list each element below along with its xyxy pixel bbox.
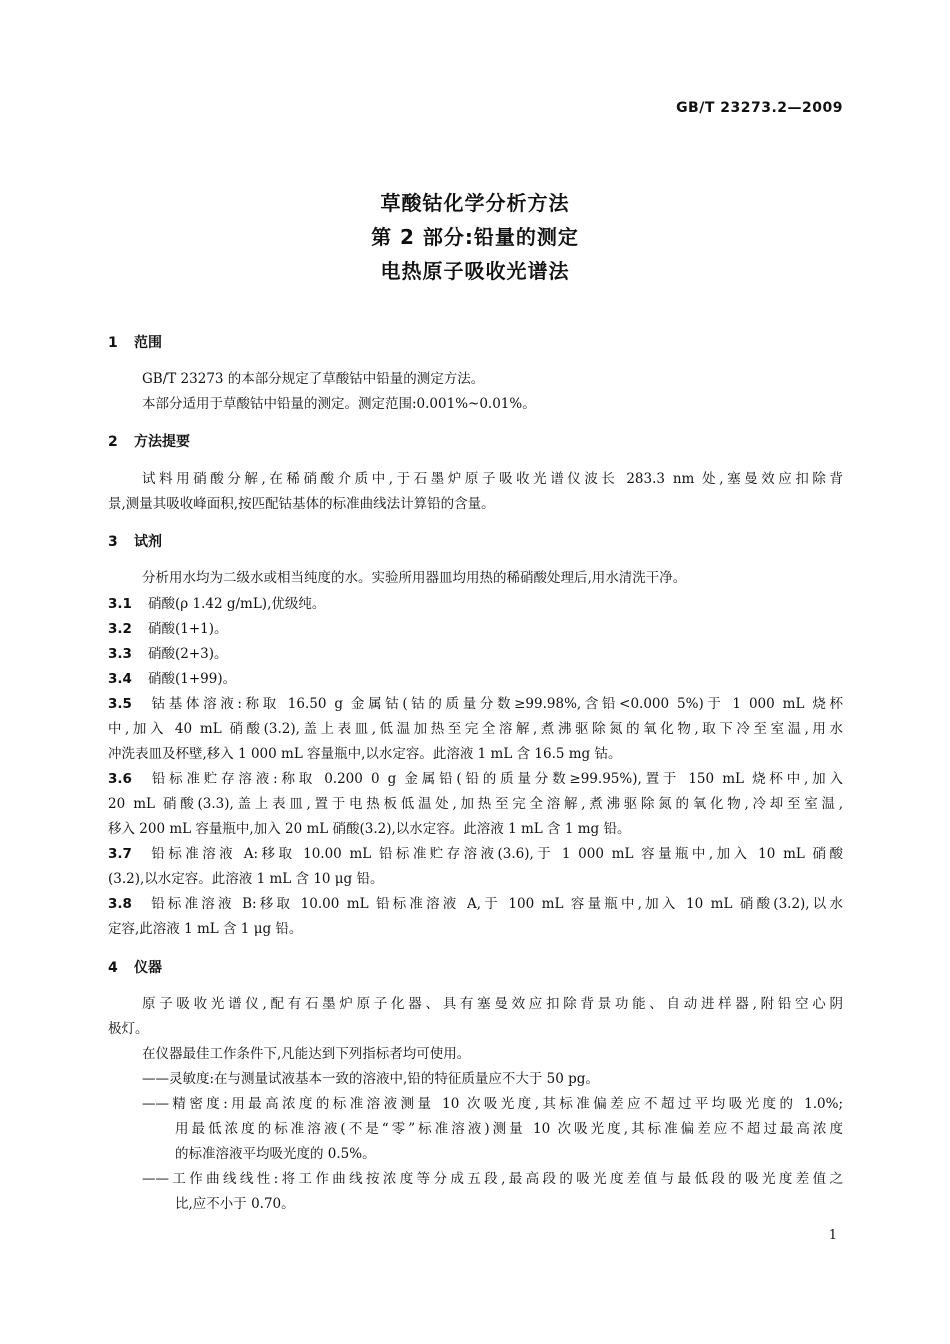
list-item-continuation: 的标准溶液平均吸光度的 0.5%。 — [175, 1146, 376, 1162]
document-title-line1: 草酸钴化学分析方法 — [380, 191, 570, 215]
document-title-line3: 电热原子吸收光谱法 — [380, 259, 570, 283]
paragraph-line: 原子吸收光谱仪,配有石墨炉原子化器、具有塞曼效应扣除背景功能、自动进样器,附铅空心阴 — [142, 996, 843, 1012]
clause-text: 硝酸(1+99)。 — [148, 671, 237, 687]
clause-text: 硝酸(1+1)。 — [148, 621, 228, 637]
clause-text: 硝酸(2+3)。 — [148, 646, 228, 662]
paragraph-line: 中,加入 40 mL 硝酸(3.2),盖上表皿,低温加热至完全溶解,煮沸驱除氮的氧化物,取下冷至室温,用水 — [108, 721, 843, 737]
clause-3-3 — [108, 644, 228, 664]
clause-number: 3.1 — [108, 596, 132, 612]
clause-3-2 — [108, 619, 228, 639]
section-number: 3 — [108, 534, 118, 550]
clause-3-5 — [108, 694, 843, 714]
paragraph: GB/T 23273 的本部分规定了草酸钴中铅量的测定方法。 — [142, 371, 485, 387]
page-number: 1 — [828, 1228, 837, 1243]
section-number: 1 — [108, 335, 118, 351]
list-item: ——工作曲线线性:将工作曲线按浓度等分成五段,最高段的吸光度差值与最低段的吸光度差值之 — [142, 1171, 843, 1187]
clause-text: 铅标准贮存溶液:称取 0.200 0 g 金属铅(铅的质量分数≥99.95%),置于 150 mL 烧杯中,加入 — [148, 771, 843, 787]
clause-number: 3.4 — [108, 671, 132, 687]
standard-code: GB/T 23273.2—2009 — [676, 100, 843, 116]
paragraph: 分析用水均为二级水或相当纯度的水。实验所用器皿均用热的稀硝酸处理后,用水清洗干净。 — [142, 570, 687, 586]
clause-number: 3.8 — [108, 896, 132, 912]
paragraph-line: 景,测量其吸收峰面积,按匹配钴基体的标准曲线法计算铅的含量。 — [108, 496, 495, 512]
clause-number: 3.2 — [108, 621, 132, 637]
section-2-heading — [108, 431, 190, 451]
paragraph-line: 移入 200 mL 容量瓶中,加入 20 mL 硝酸(3.2),以水定容。此溶液 1 mL 含 1 mg 铅。 — [108, 821, 631, 837]
clause-number: 3.3 — [108, 646, 132, 662]
paragraph-line: 极灯。 — [108, 1021, 149, 1037]
list-item-continuation: 比,应不小于 0.70。 — [175, 1196, 295, 1212]
section-4-heading — [108, 957, 162, 977]
list-item: ——灵敏度:在与测量试液基本一致的溶液中,铅的特征质量应不大于 50 pg。 — [142, 1071, 599, 1087]
section-number: 2 — [108, 434, 118, 450]
clause-number: 3.5 — [108, 696, 132, 712]
paragraph-line: 20 mL 硝酸(3.3),盖上表皿,置于电热板低温处,加热至完全溶解,煮沸驱除氮的氧化物,冷却至室温, — [108, 796, 843, 812]
clause-3-7 — [108, 844, 843, 864]
clause-3-8 — [108, 894, 843, 914]
paragraph-line: (3.2),以水定容。此溶液 1 mL 含 10 μg 铅。 — [108, 871, 384, 887]
clause-number: 3.6 — [108, 771, 132, 787]
clause-3-6 — [108, 769, 843, 789]
paragraph: 本部分适用于草酸钴中铅量的测定。测定范围:0.001%~0.01%。 — [142, 396, 536, 412]
section-title: 范围 — [134, 335, 162, 351]
clause-number: 3.7 — [108, 846, 132, 862]
section-3-heading — [108, 531, 162, 551]
paragraph: 在仪器最佳工作条件下,凡能达到下列指标者均可使用。 — [142, 1046, 471, 1062]
list-item-continuation: 用最低浓度的标准溶液(不是“零”标准溶液)测量 10 次吸光度,其标准偏差应不超过最高浓度 — [175, 1121, 843, 1137]
section-title: 方法提要 — [134, 434, 190, 450]
section-1-heading — [108, 332, 162, 352]
clause-text: 钴基体溶液:称取 16.50 g 金属钴(钴的质量分数≥99.98%,含铅<0.000 5%)于 1 000 mL 烧杯 — [148, 696, 843, 712]
section-title: 试剂 — [134, 534, 162, 550]
clause-text: 铅标准溶液 B:移取 10.00 mL 铅标准溶液 A,于 100 mL 容量瓶中,加入 10 mL 硝酸(3.2),以水 — [148, 896, 843, 912]
clause-3-1 — [108, 594, 325, 614]
paragraph-line: 定容,此溶液 1 mL 含 1 μg 铅。 — [108, 921, 303, 937]
clause-text: 铅标准溶液 A:移取 10.00 mL 铅标准贮存溶液(3.6),于 1 000 mL 容量瓶中,加入 10 mL 硝酸 — [148, 846, 843, 862]
section-title: 仪器 — [134, 960, 162, 976]
paragraph-line: 冲洗表皿及杯壁,移入 1 000 mL 容量瓶中,以水定容。此溶液 1 mL 含 16.5 mg 钴。 — [108, 746, 622, 762]
document-title-line2: 第 2 部分:铅量的测定 — [371, 225, 579, 249]
paragraph-line: 试料用硝酸分解,在稀硝酸介质中,于石墨炉原子吸收光谱仪波长 283.3 nm 处,塞曼效应扣除背 — [142, 471, 843, 487]
clause-3-4 — [108, 669, 236, 689]
clause-text: 硝酸(ρ 1.42 g/mL),优级纯。 — [148, 596, 326, 612]
section-number: 4 — [108, 960, 118, 976]
list-item: ——精密度:用最高浓度的标准溶液测量 10 次吸光度,其标准偏差应不超过平均吸光度的 1.0%; — [142, 1096, 843, 1112]
